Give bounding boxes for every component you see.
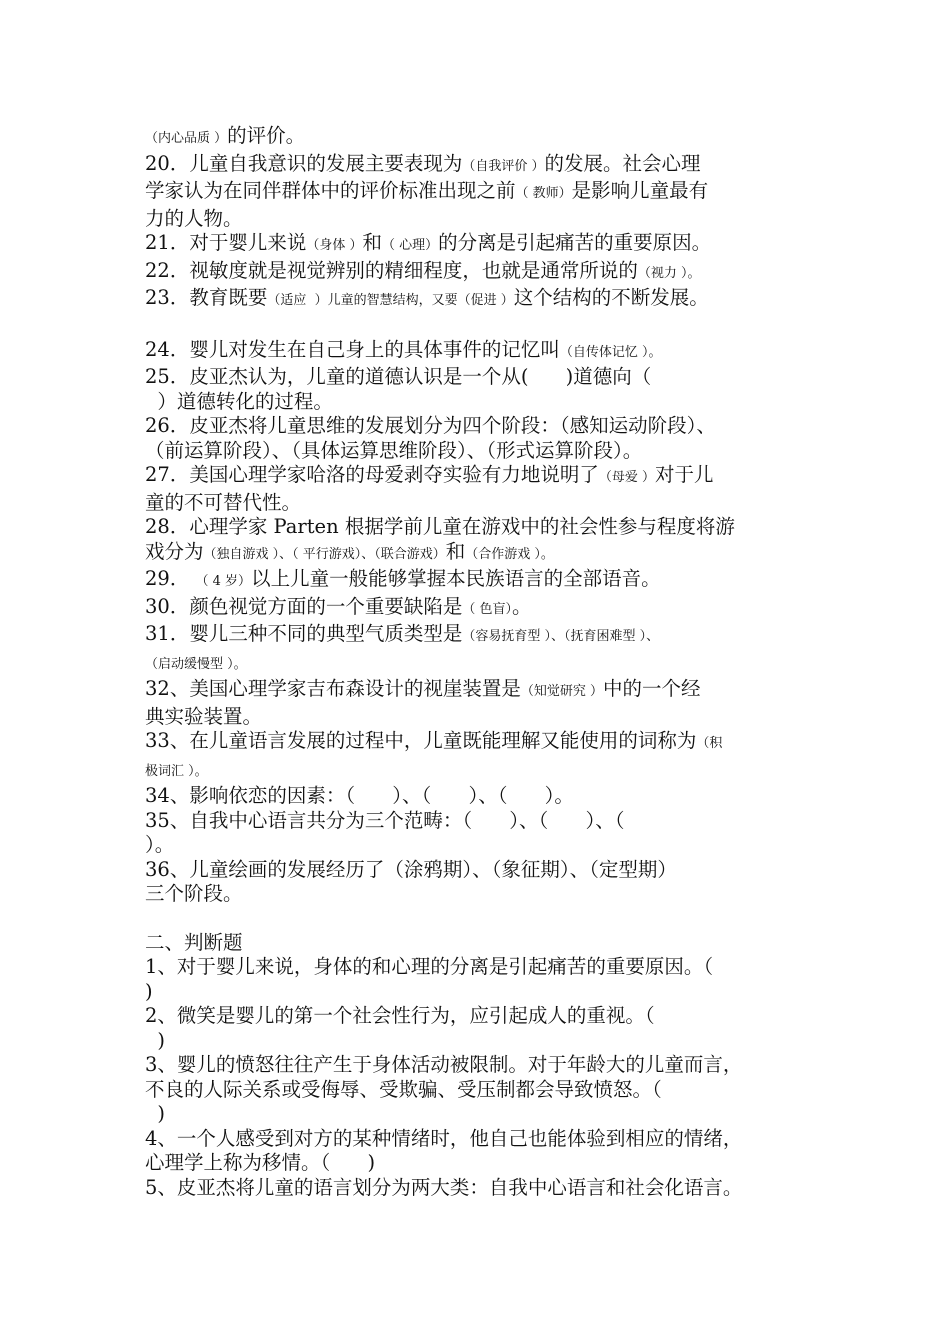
question-text: 29． <box>145 567 196 590</box>
answer-text: （ 色盲） <box>462 601 512 617</box>
question-item <box>145 858 825 907</box>
text-line <box>145 1078 825 1103</box>
text-line <box>145 729 825 757</box>
text-line <box>145 1127 825 1152</box>
question-text: 28．心理学家 Parten 根据学前儿童在游戏中的社会性参与程度将游 <box>145 515 735 538</box>
answer-text: （积 <box>696 736 723 751</box>
text-line <box>145 980 825 1005</box>
question-text: ) <box>145 979 153 1003</box>
question-text: 心理学上称为移情。（ ) <box>145 1151 376 1174</box>
answer-text: （启动缓慢型 ）。 <box>145 656 247 672</box>
text-line <box>145 1151 825 1176</box>
question-text: 对于儿 <box>654 463 714 486</box>
question-item <box>145 931 825 956</box>
text-line <box>145 757 825 785</box>
question-text: 学家认为在同伴群体中的评价标准出现之前 <box>145 179 516 202</box>
text-line <box>145 207 825 232</box>
question-item <box>145 567 825 595</box>
answer-text: （视力 ）。 <box>637 265 701 281</box>
question-text: 和 <box>362 231 382 254</box>
text-line <box>145 1102 825 1127</box>
text-line <box>145 338 825 366</box>
text-line <box>145 705 825 730</box>
question-text: 3、婴儿的愤怒往往产生于身体活动被限制。对于年龄大的儿童而言， <box>145 1053 743 1076</box>
text-line <box>145 955 825 980</box>
text-line <box>145 809 825 834</box>
question-text: 26．皮亚杰将儿童思维的发展划分为四个阶段：（感知运动阶段）、 <box>145 414 716 437</box>
question-item <box>145 463 825 515</box>
question-text: 34、影响依恋的因素：（ ）、（ ）、（ ）。 <box>145 784 574 807</box>
answer-text: 极词汇 ）。 <box>145 763 208 779</box>
text-line <box>145 414 825 439</box>
question-item <box>145 152 825 232</box>
question-text: 和 <box>445 539 466 563</box>
answer-text: （适应 ）儿童的智慧结构，又要（促进 ） <box>267 293 514 308</box>
question-text: 1、对于婴儿来说，身体的和心理的分离是引起痛苦的重要原因。（ <box>145 955 714 978</box>
question-item <box>145 259 825 287</box>
text-line <box>145 390 825 415</box>
question-item <box>145 414 825 463</box>
text-line <box>145 858 825 883</box>
question-text: 。 <box>511 594 532 618</box>
question-text: 这个结构的不断发展。 <box>513 286 709 309</box>
question-text: ）。 <box>145 833 175 856</box>
question-item <box>145 729 825 784</box>
question-text: 25．皮亚杰认为，儿童的道德认识是一个从( )道德向（ <box>145 365 652 388</box>
text-line <box>145 1004 825 1029</box>
blank-spacer <box>145 907 825 931</box>
question-item <box>145 1053 825 1127</box>
question-text: 31．婴儿三种不同的典型气质类型是 <box>145 622 463 645</box>
question-text: 23．教育既要 <box>145 286 268 309</box>
question-text: 35、自我中心语言共分为三个范畴：（ ）、（ ）、（ <box>145 808 625 832</box>
text-line <box>145 784 825 809</box>
question-item <box>145 124 825 152</box>
text-line <box>145 463 825 491</box>
question-text: 32、美国心理学家吉布森设计的视崖装置是 <box>145 677 521 700</box>
answer-text: （自我评价 ） <box>462 158 545 174</box>
question-text: 21．对于婴儿来说 <box>145 231 307 254</box>
question-text: 童的不可替代性。 <box>145 490 302 514</box>
text-line <box>145 259 825 287</box>
document-page <box>145 124 825 1200</box>
question-text: 二、判断题 <box>145 930 243 954</box>
answer-text: （容易抚育型 ）、（抚育困难型 ）、 <box>462 629 660 644</box>
question-text: 是影响儿童最有 <box>571 179 709 202</box>
question-text: 27．美国心理学家哈洛的母爱剥夺实验有力地说明了 <box>145 463 599 486</box>
answer-text: （ 教师） <box>515 186 572 201</box>
question-text: 不良的人际关系或受侮辱、受欺骗、受压制都会导致愤怒。（ <box>145 1077 662 1101</box>
question-text: 的发展。社会心理 <box>544 151 701 175</box>
question-text: 2、微笑是婴儿的第一个社会性行为，应引起成人的重视。（ <box>145 1004 655 1027</box>
question-text: 30．颜色视觉方面的一个重要缺陷是 <box>145 594 463 618</box>
question-text: （前运算阶段）、（具体运算思维阶段）、（形式运算阶段）。 <box>145 438 643 462</box>
text-line <box>145 567 825 595</box>
question-item <box>145 365 825 414</box>
text-line <box>145 152 825 180</box>
question-text: 33、在儿童语言发展的过程中，儿童既能理解又能使用的词称为 <box>145 729 697 752</box>
question-text: 24．婴儿对发生在自己身上的具体事件的记忆叫 <box>145 337 560 361</box>
text-line <box>145 286 825 314</box>
question-text: 戏分为 <box>145 539 204 563</box>
text-line <box>145 622 825 650</box>
text-line <box>145 179 825 207</box>
question-item <box>145 1004 825 1053</box>
question-item <box>145 1127 825 1176</box>
text-line <box>145 931 825 956</box>
question-item <box>145 677 825 729</box>
question-item <box>145 955 825 1004</box>
question-text: 36、儿童绘画的发展经历了（涂鸦期）、（象征期）、（定型期） <box>145 857 677 881</box>
question-text: 三个阶段。 <box>145 882 243 905</box>
answer-text: （ 4 岁） <box>195 574 252 589</box>
answer-text: （独自游戏 ）、（ 平行游戏）、（联合游戏） <box>203 546 446 562</box>
question-item <box>145 286 825 314</box>
text-line <box>145 677 825 705</box>
question-text: 20．儿童自我意识的发展主要表现为 <box>145 151 463 175</box>
question-text: ) <box>145 1028 166 1052</box>
answer-text: （ 心理） <box>381 238 439 253</box>
question-text: 力的人物。 <box>145 206 243 230</box>
question-text: 以上儿童一般能够掌握本民族语言的全部语音。 <box>251 567 661 590</box>
question-text: 5、皮亚杰将儿童的语言划分为两大类：自我中心语言和社会化语言。 <box>145 1175 743 1199</box>
text-line <box>145 439 825 464</box>
question-text: 典实验装置。 <box>145 704 263 728</box>
question-text: ) <box>145 1102 166 1125</box>
text-line <box>145 515 825 540</box>
question-text: 的分离是引起痛苦的重要原因。 <box>438 231 712 254</box>
text-line <box>145 231 825 259</box>
question-item <box>145 784 825 809</box>
question-text: 中的一个经 <box>602 677 701 700</box>
question-text: 22．视敏度就是视觉辨别的精细程度，也就是通常所说的 <box>145 258 638 282</box>
question-item <box>145 809 825 858</box>
text-line <box>145 124 825 152</box>
question-item <box>145 622 825 677</box>
blank-spacer <box>145 314 825 338</box>
question-text: 的评价。 <box>227 124 306 147</box>
text-line <box>145 833 825 858</box>
text-line <box>145 882 825 907</box>
text-line <box>145 365 825 390</box>
question-item <box>145 515 825 567</box>
text-line <box>145 650 825 678</box>
answer-text: （合作游戏 ）。 <box>465 546 554 562</box>
answer-text: （身体 ） <box>306 238 363 253</box>
question-item <box>145 595 825 623</box>
question-item <box>145 338 825 366</box>
question-text: 4、一个人感受到对方的某种情绪时，他自己也能体验到相应的情绪， <box>145 1126 743 1150</box>
text-line <box>145 1029 825 1054</box>
answer-text: （知觉研究 ） <box>520 684 603 699</box>
question-item <box>145 231 825 259</box>
text-line <box>145 1053 825 1078</box>
answer-text: （母爱 ） <box>598 470 655 485</box>
answer-text: （自传体记忆 ）。 <box>559 344 662 360</box>
question-item <box>145 1176 825 1201</box>
text-line <box>145 595 825 623</box>
question-text: ）道德转化的过程。 <box>145 389 333 413</box>
text-line <box>145 491 825 516</box>
answer-text: （内心品质 ） <box>145 131 228 146</box>
text-line <box>145 540 825 568</box>
text-line <box>145 1176 825 1201</box>
